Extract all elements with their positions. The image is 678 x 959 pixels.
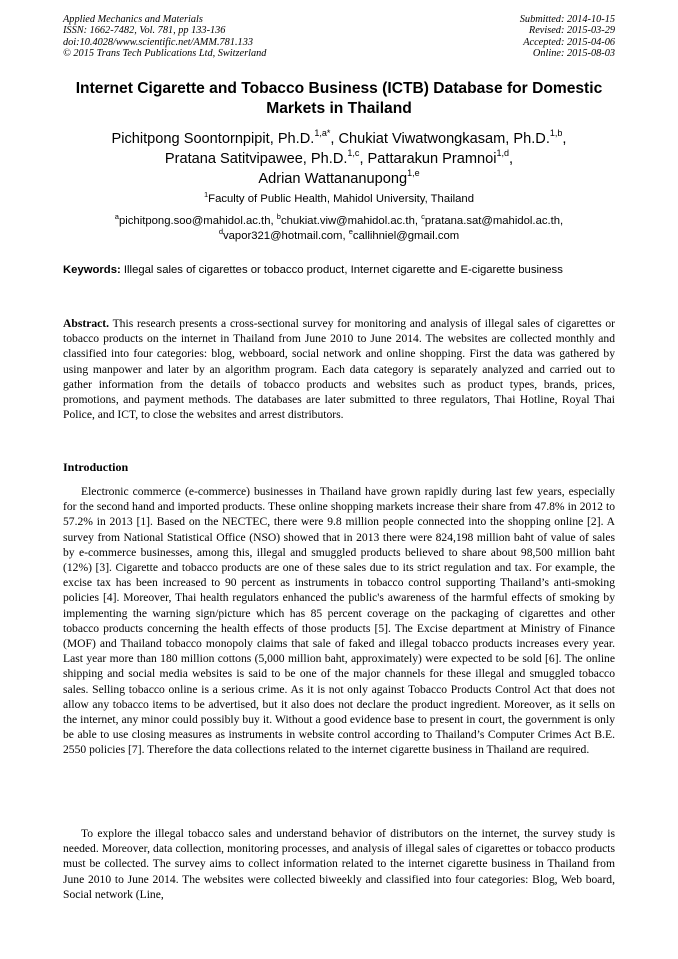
abstract-text: This research presents a cross-sectional survey for monitoring and analysis of illegal sales of cigarettes or tobacco products on the internet in Thailand from June 2010 to June 2014. The websites are collected monthly and classified into four categories: blog, webboard, social network and online shopping. First the data was gathered by using manpower and later by an algorithm program. Each data category is separately analyzed and carried out to gather information from the details of tobacco products and websites such as product types, brands, prices, promotions, and payment methods. The databases are later submitted to three regulators, Thai Hotline, Royal Thai Police, and ICT, to close the websites and arrest distributors.: [63, 317, 615, 422]
email: $^b$chukiat.viw@mahidol.ac.th,: [276, 212, 422, 227]
journal-name: Applied Mechanics and Materials: [63, 14, 203, 25]
author: Pichitpong Soontornpipit, Ph.D.$^{1,a*}$,: [111, 128, 339, 147]
accepted-date: Accepted: 2015-04-06: [523, 36, 615, 48]
date-info: [520, 14, 615, 59]
author: Pattarakun Pramnoi$^{1,d}$,: [367, 148, 514, 167]
abstract: [63, 316, 615, 422]
author: Chukiat Viwatwongkasam, Ph.D.$^{1,b}$,: [338, 128, 567, 147]
email: $^a$pichitpong.soo@mahidol.ac.th,: [114, 212, 277, 227]
keywords: [63, 263, 615, 278]
copyright-line: © 2015 Trans Tech Publications Ltd, Switzerland: [63, 47, 267, 59]
journal-info: [63, 14, 266, 59]
issn-line: ISSN: 1662-7482, Vol. 781, pp 133-136: [63, 25, 226, 37]
email: $^c$pratana.sat@mahidol.ac.th,: [421, 212, 564, 227]
author-list: [63, 129, 615, 189]
abstract-label: Abstract.: [63, 317, 110, 330]
keywords-label: Keywords:: [63, 264, 121, 276]
author: Pratana Satitvipawee, Ph.D.$^{1,c}$,: [164, 148, 368, 167]
submitted-date: Submitted: 2014-10-15: [519, 14, 615, 25]
revised-date: Revised: 2015-03-29: [528, 25, 615, 37]
email: $^e$callihniel@gmail.com: [348, 227, 460, 242]
author: Adrian Wattananupong$^{1,e}$: [258, 168, 420, 187]
keywords-text: Illegal sales of cigarettes or tobacco product, Internet cigarette and E-cigarette business: [123, 264, 563, 276]
paper-title: Internet Cigarette and Tobacco Business (ICTB) Database for Domestic Markets in Thailand: [75, 80, 603, 117]
affiliation: $^1$Faculty of Public Health, Mahidol University, Thailand: [204, 190, 474, 205]
body-paragraph: Electronic commerce (e-commerce) businesses in Thailand have grown rapidly during last few years, especially for the second hand and imported products. These online shopping markets increase their share from 47.8% in 2012 to 57.2% in 2013 [1]. Based on the NECTEC, there were 9.8 million people connected into the shopping online [2]. A survey from National Statistical Office (NSO) showed that in 2013 there were 824,198 million baht of value of sales by e-commerce businesses, among this, illegal and smuggled products believed to share about 98,500 million baht (12%) [3]. Cigarette and tobacco products are one of these sales due to its strict regulation and tax. For example, the excise tax has been increased to 90 percent as instruments in tobacco control supporting Thailand’s anti-smoking policies [4]. Moreover, Thai health regulators enhanced the public's awareness of the harmful effects of smoking by implementing the warning sign/picture which has 85 percent coverage on the packaging of cigarettes and other tobacco products concerning the health effects of those products [5]. The Excise department at Ministry of Finance (MOF) and Thailand tobacco monopoly claims that sale of faked and illegal tobacco products increases every year. Last year more than 180 million cottons (5,000 million baht, approximately) were expected to be sold [6]. The online shipping and social media websites is said to be one of the major channels for these illegal and smuggled tobacco sales. Selling tobacco online is a serious crime. As it is not only against Tobacco Products Control Act that does not allow any tobacco items to be advertised, but it also does not declare the product ingredient. Moreover, as it sells on the internet, any minor could possibly buy it. Without a good evidence base to present in court, the government is only be able to use closing measures as instruments in website control according to Thailand’s Computer Crimes Act B.E. 2550 policies [7]. Therefore the data collections related to the internet cigarette business in Thailand are required.: [63, 485, 615, 757]
email: $^d$vapor321@hotmail.com,: [218, 227, 349, 242]
online-date: Online: 2015-08-03: [532, 47, 615, 59]
doi-line: doi:10.4028/www.scientific.net/AMM.781.133: [63, 36, 253, 48]
body-paragraph: To explore the illegal tobacco sales and understand behavior of distributors on the internet, the survey study is needed. Moreover, data collection, monitoring processes, and analysis of illegal sales of cigarettes or tobacco products must be collected. The survey aims to collect information related to the internet cigarette business in Thailand from June 2010 to June 2014. The websites were collected biweekly and classified into four categories: Blog, Web board, Social network (Line,: [63, 827, 615, 901]
email-list: [63, 214, 615, 244]
section-heading: Introduction: [63, 460, 129, 474]
